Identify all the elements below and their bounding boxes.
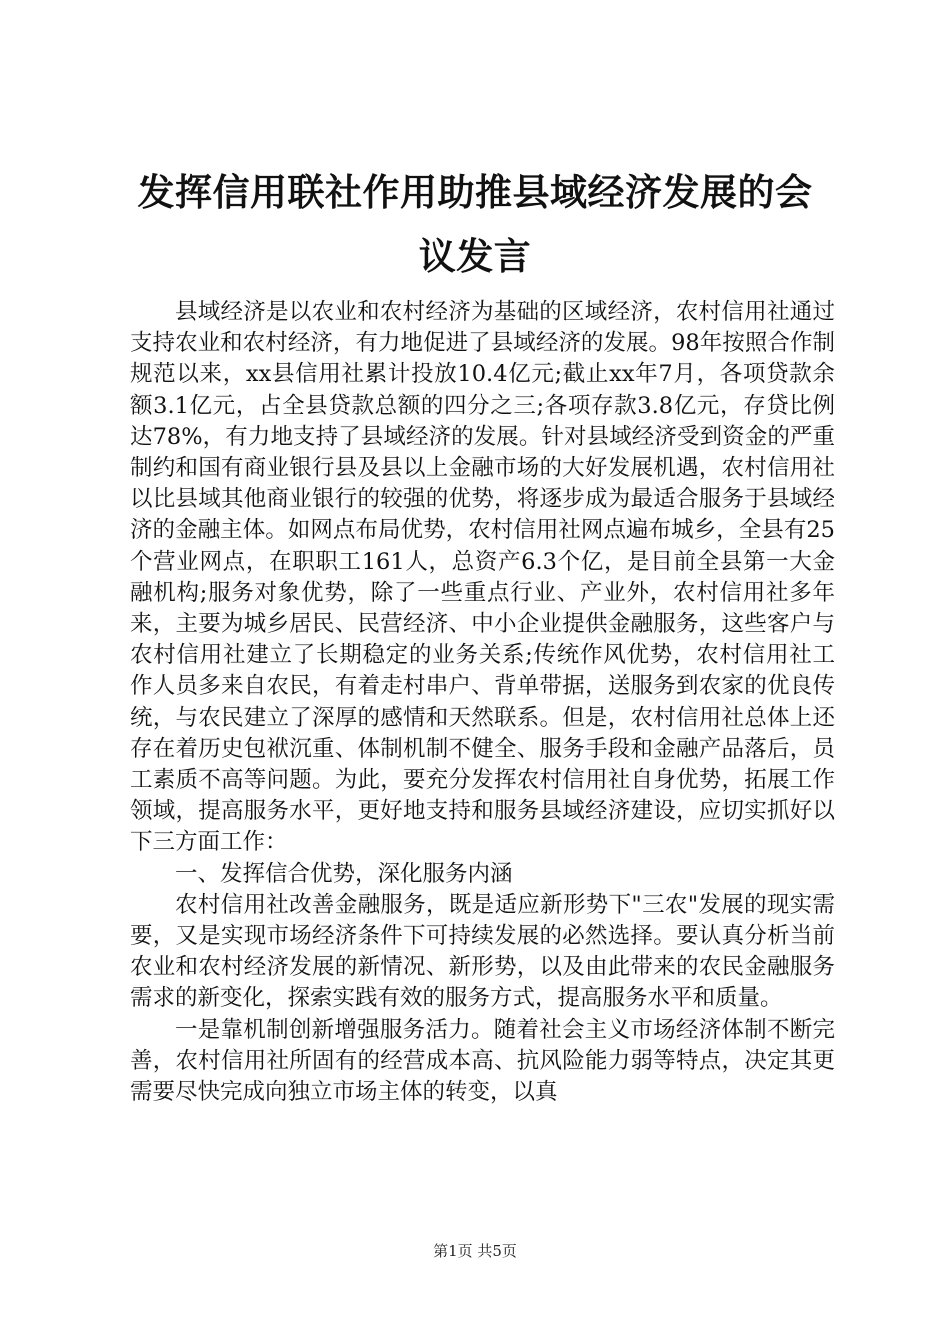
section-heading-1: 一、发挥信合优势，深化服务内涵 (175, 860, 513, 887)
paragraph-section-1: 农村信用社改善金融服务，既是适应新形势下"三农"发展的现实需要，又是实现市场经济条件下可持续发展的必然选择。要认真分析当前农业和农村经济发展的新情况、新形势，以及由此带来的农民金融服务需求的新变化，探索实践有效的服务方式，提高服务水平和质量。 (130, 891, 835, 1012)
paragraph-intro: 县域经济是以农业和农村经济为基础的区域经济，农村信用社通过支持农业和农村经济，有力地促进了县域经济的发展。98年按照合作制规范以来，xx县信用社累计投放10.4亿元;截止xx年7月，各项贷款余额3.1亿元，占全县贷款总额的四分之三;各项存款3.8亿元，存贷比例达78%，有力地支持了县域经济的发展。针对县域经济受到资金的严重制约和国有商业银行县及县以上金融市场的大好发展机遇，农村信用社以比县域其他商业银行的较强的优势，将逐步成为最适合服务于县域经济的金融主体。如网点布局优势，农村信用社网点遍布城乡，全县有25个营业网点，在职职工161人，总资产6.3个亿，是目前全县第一大金融机构;服务对象优势，除了一些重点行业、产业外，农村信用社多年来，主要为城乡居民、民营经济、中小企业提供金融服务，这些客户与农村信用社建立了长期稳定的业务关系;传统作风优势，农村信用社工作人员多来自农民，有着走村串户、背单带据，送服务到农家的优良传统，与农民建立了深厚的感情和天然联系。但是，农村信用社总体上还存在着历史包袱沉重、体制机制不健全、服务手段和金融产品落后，员工素质不高等问题。为此，要充分发挥农村信用社自身优势，拓展工作领域，提高服务水平，更好地支持和服务县域经济建设，应切实抓好以下三方面工作： (130, 299, 835, 856)
page-title: 发挥信用联社作用助推县域经济发展的会议发言 (137, 170, 813, 278)
page-footer: 第1页 共5页 (433, 1242, 517, 1260)
paragraph-point-1: 一是靠机制创新增强服务活力。随着社会主义市场经济体制不断完善，农村信用社所固有的经营成本高、抗风险能力弱等特点，决定其更需要尽快完成向独立市场主体的转变，以真 (130, 1016, 835, 1106)
document-body (130, 297, 835, 1108)
